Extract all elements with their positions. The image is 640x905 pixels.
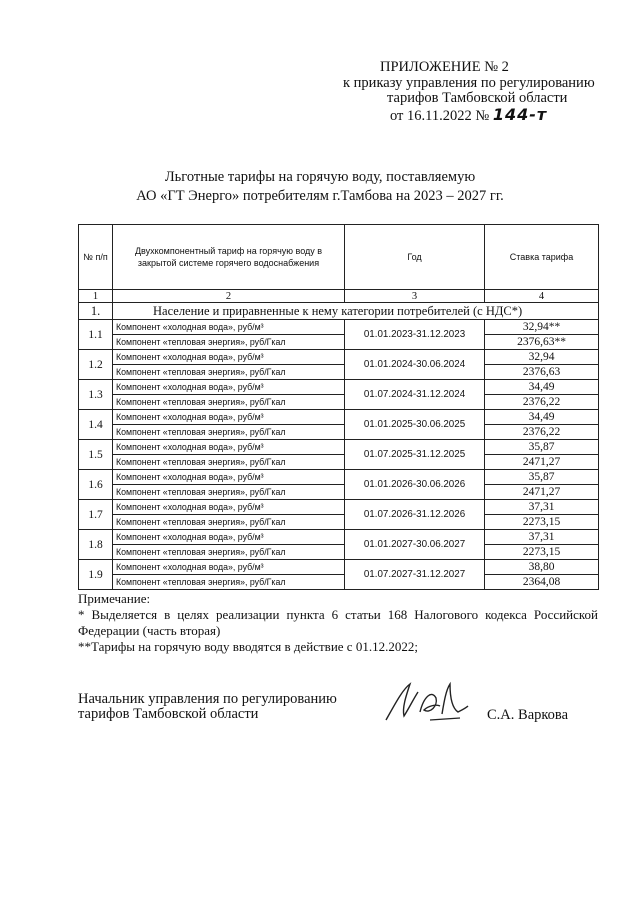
row-num: 1.4 [79, 410, 113, 440]
table-row [79, 395, 599, 410]
heat-energy-component: Компонент «тепловая энергия», руб/Гкал [113, 545, 345, 560]
period: 01.07.2027-31.12.2027 [345, 560, 485, 590]
row-num: 1.3 [79, 380, 113, 410]
category-row [79, 303, 599, 320]
cold-water-component: Компонент «холодная вода», руб/м³ [113, 530, 345, 545]
header-rate: Ставка тарифа [485, 225, 599, 290]
title-line2: АО «ГТ Энерго» потребителям г.Тамбова на 2023 – 2027 гг. [136, 188, 504, 204]
row-num: 1.2 [79, 350, 113, 380]
period: 01.07.2025-31.12.2025 [345, 440, 485, 470]
title-line1: Льготные тарифы на горячую воду, поставляемую [164, 169, 476, 185]
table-row [79, 425, 599, 440]
table-row [79, 575, 599, 590]
signatory-position [78, 692, 337, 722]
heat-energy-rate: 2471,27 [485, 455, 599, 470]
heat-energy-rate: 2273,15 [485, 515, 599, 530]
row-num: 1.1 [79, 320, 113, 350]
appendix-line3: тарифов Тамбовской области [387, 90, 568, 106]
period: 01.01.2025-30.06.2025 [345, 410, 485, 440]
cold-water-rate: 32,94** [485, 320, 599, 335]
cold-water-component: Компонент «холодная вода», руб/м³ [113, 440, 345, 455]
heat-energy-component: Компонент «тепловая энергия», руб/Гкал [113, 365, 345, 380]
category-num: 1. [79, 303, 113, 320]
appendix-title: ПРИЛОЖЕНИЕ № 2 [380, 59, 509, 75]
col-number: 3 [345, 290, 485, 303]
table-row [79, 455, 599, 470]
handwritten-signature [380, 676, 470, 726]
table-row [79, 365, 599, 380]
row-num: 1.9 [79, 560, 113, 590]
cold-water-rate: 35,87 [485, 440, 599, 455]
row-num: 1.6 [79, 470, 113, 500]
cold-water-rate: 35,87 [485, 470, 599, 485]
table-header-row [79, 225, 599, 290]
cold-water-component: Компонент «холодная вода», руб/м³ [113, 350, 345, 365]
table-row [79, 350, 599, 365]
cold-water-rate: 34,49 [485, 410, 599, 425]
row-num: 1.8 [79, 530, 113, 560]
cold-water-component: Компонент «холодная вода», руб/м³ [113, 410, 345, 425]
table-row [79, 515, 599, 530]
heat-energy-rate: 2376,63** [485, 335, 599, 350]
appendix-date: от 16.11.2022 № [390, 108, 490, 124]
table-row [79, 560, 599, 575]
heat-energy-component: Компонент «тепловая энергия», руб/Гкал [113, 455, 345, 470]
table-row [79, 380, 599, 395]
period: 01.07.2024-31.12.2024 [345, 380, 485, 410]
row-num: 1.5 [79, 440, 113, 470]
tariff-table [78, 224, 599, 590]
col-number: 2 [113, 290, 345, 303]
cold-water-component: Компонент «холодная вода», руб/м³ [113, 320, 345, 335]
table-row [79, 545, 599, 560]
note-1: * Выделяется в целях реализации пункта 6 статьи 168 Налогового кодекса Российской Федерации (часть вторая) [78, 607, 598, 638]
cold-water-rate: 32,94 [485, 350, 599, 365]
header-num: № п/п [79, 225, 113, 290]
heat-energy-component: Компонент «тепловая энергия», руб/Гкал [113, 425, 345, 440]
cold-water-component: Компонент «холодная вода», руб/м³ [113, 380, 345, 395]
col-number: 4 [485, 290, 599, 303]
heat-energy-rate: 2376,22 [485, 395, 599, 410]
document-title [0, 168, 640, 206]
period: 01.01.2027-30.06.2027 [345, 530, 485, 560]
header-year: Год [345, 225, 485, 290]
appendix-header [300, 59, 600, 129]
heat-energy-rate: 2471,27 [485, 485, 599, 500]
table-row [79, 485, 599, 500]
table-row [79, 440, 599, 455]
table-row [79, 335, 599, 350]
period: 01.01.2024-30.06.2024 [345, 350, 485, 380]
cold-water-rate: 37,31 [485, 500, 599, 515]
cold-water-component: Компонент «холодная вода», руб/м³ [113, 500, 345, 515]
order-number-handwritten: 144-т [492, 105, 548, 124]
signatory-name: С.А. Варкова [487, 707, 569, 723]
notes-section [78, 591, 598, 655]
table-row [79, 410, 599, 425]
heat-energy-component: Компонент «тепловая энергия», руб/Гкал [113, 575, 345, 590]
cold-water-component: Компонент «холодная вода», руб/м³ [113, 560, 345, 575]
table-row [79, 530, 599, 545]
heat-energy-rate: 2364,08 [485, 575, 599, 590]
period: 01.07.2026-31.12.2026 [345, 500, 485, 530]
appendix-line2: к приказу управления по регулированию [343, 75, 595, 91]
signatory-line2: тарифов Тамбовской области [78, 706, 259, 722]
heat-energy-rate: 2376,63 [485, 365, 599, 380]
table-row [79, 500, 599, 515]
col-number: 1 [79, 290, 113, 303]
period: 01.01.2023-31.12.2023 [345, 320, 485, 350]
signatory-line1: Начальник управления по регулированию [78, 691, 337, 707]
period: 01.01.2026-30.06.2026 [345, 470, 485, 500]
heat-energy-component: Компонент «тепловая энергия», руб/Гкал [113, 485, 345, 500]
heat-energy-component: Компонент «тепловая энергия», руб/Гкал [113, 335, 345, 350]
table-row [79, 320, 599, 335]
cold-water-component: Компонент «холодная вода», руб/м³ [113, 470, 345, 485]
table-row [79, 470, 599, 485]
heat-energy-component: Компонент «тепловая энергия», руб/Гкал [113, 515, 345, 530]
cold-water-rate: 37,31 [485, 530, 599, 545]
notes-title: Примечание: [78, 591, 151, 606]
note-2: **Тарифы на горячую воду вводятся в действие с 01.12.2022; [78, 639, 418, 654]
category-label: Население и приравненные к нему категории потребителей (с НДС*) [113, 303, 599, 320]
cold-water-rate: 34,49 [485, 380, 599, 395]
row-num: 1.7 [79, 500, 113, 530]
heat-energy-rate: 2273,15 [485, 545, 599, 560]
heat-energy-rate: 2376,22 [485, 425, 599, 440]
appendix-date-line [390, 105, 547, 125]
header-desc: Двухкомпонентный тариф на горячую воду в закрытой системе горячего водоснабжения [113, 225, 345, 290]
cold-water-rate: 38,80 [485, 560, 599, 575]
column-number-row [79, 290, 599, 303]
heat-energy-component: Компонент «тепловая энергия», руб/Гкал [113, 395, 345, 410]
